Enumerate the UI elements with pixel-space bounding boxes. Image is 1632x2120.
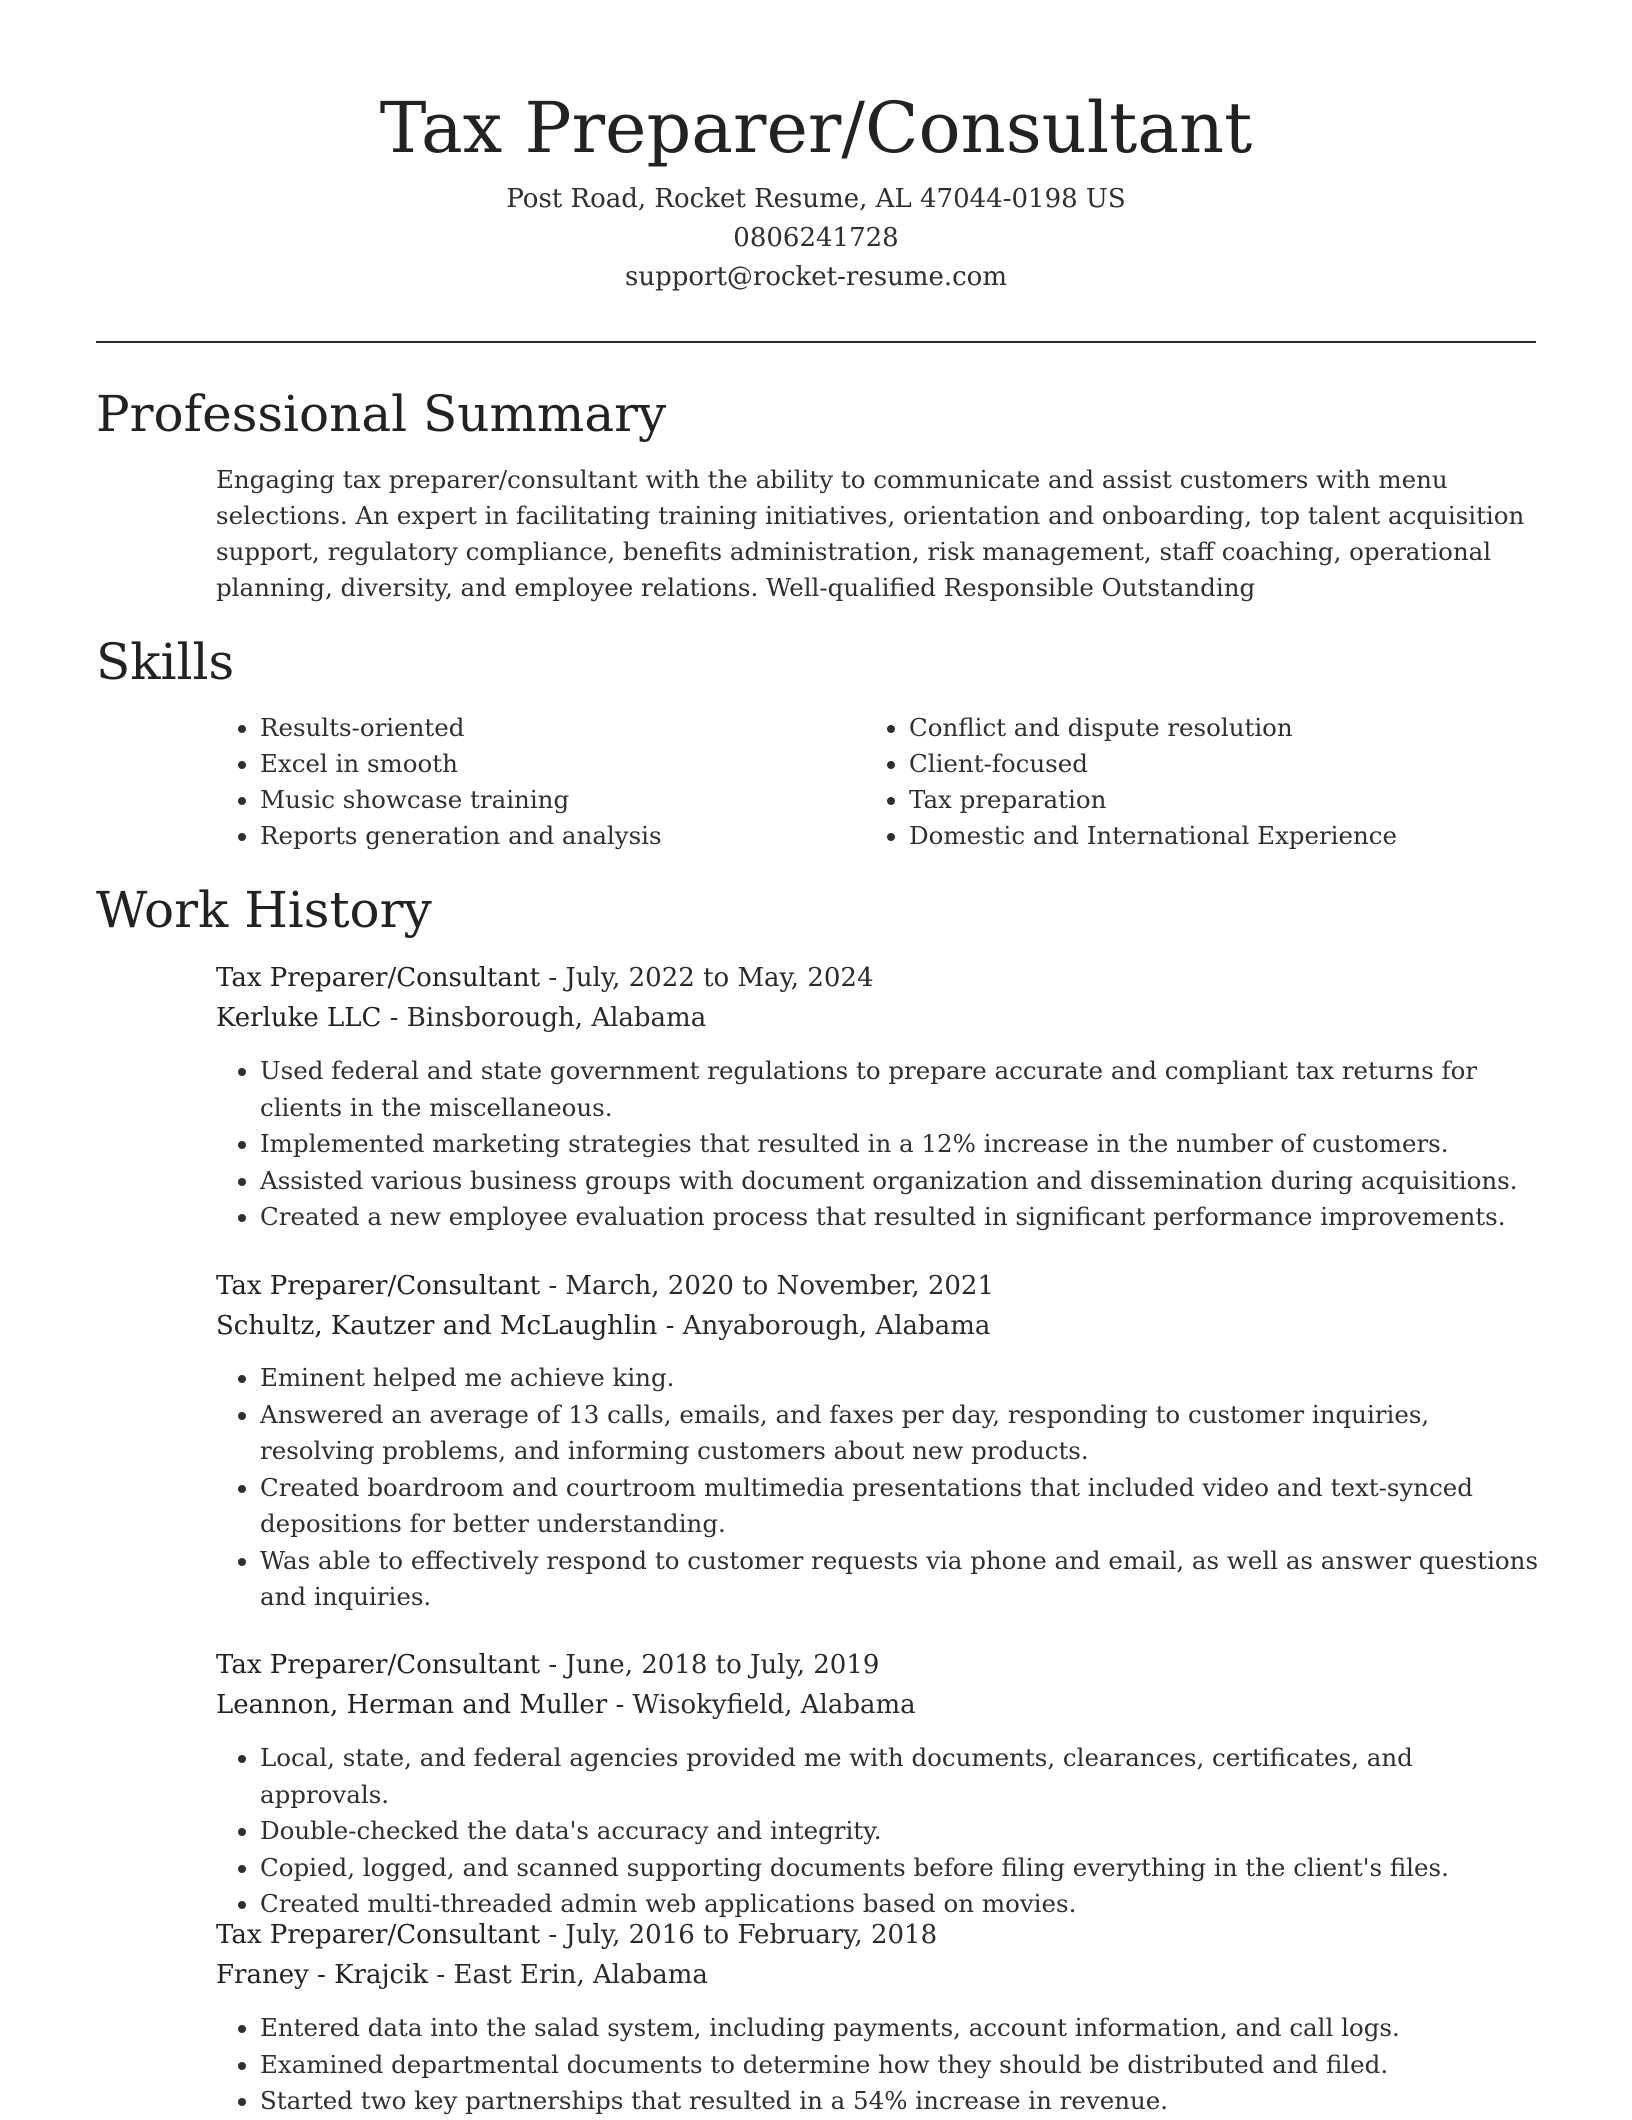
candidate-name: Tax Preparer/Consultant: [379, 87, 1253, 169]
skill-item: • Tax preparation: [909, 782, 1397, 818]
job-bullet: • Copied, logged, and scanned supporting documents before filing everything in the client's files.: [260, 1850, 1546, 1887]
skills-list-right: [865, 710, 1397, 854]
job-bullet: • Implemented marketing strategies that resulted in a 12% increase in the number of customers.: [260, 1126, 1546, 1163]
job-bullet: • Eminent helped me achieve king.: [260, 1360, 1546, 1397]
job-title: Tax Preparer/Consultant: [216, 1920, 541, 1950]
skill-item: • Music showcase training: [260, 782, 662, 818]
job-title: Tax Preparer/Consultant: [216, 1271, 541, 1301]
job-company-line: Franey - Krajcik - East Erin, Alabama: [216, 1960, 708, 1990]
job-title-line: Tax Preparer/Consultant - July, 2016 to February, 2018: [216, 1920, 938, 1950]
email: support@rocket-resume.com: [624, 262, 1007, 292]
skill-item: • Reports generation and analysis: [260, 818, 662, 854]
job-dates: March, 2020 to November, 2021: [565, 1271, 995, 1301]
job-company: Franey - Krajcik: [216, 1960, 429, 1990]
phone: 0806241728: [733, 223, 899, 253]
skill-item: • Client-focused: [909, 746, 1397, 782]
job-dates: July, 2016 to February, 2018: [565, 1920, 938, 1950]
job-location: Wisokyfield, Alabama: [632, 1690, 916, 1720]
job-bullet: • Started two key partnerships that resulted in a 54% increase in revenue.: [260, 2083, 1546, 2120]
job-bullet: • Local, state, and federal agencies provided me with documents, clearances, certificates, and approvals.: [260, 1740, 1546, 1813]
job-company: Leannon, Herman and Muller: [216, 1690, 608, 1720]
job-title-line: Tax Preparer/Consultant - July, 2022 to May, 2024: [216, 963, 874, 993]
job-bullet: • Entered data into the salad system, including payments, account information, and call logs.: [260, 2010, 1546, 2047]
job-dates: June, 2018 to July, 2019: [565, 1650, 880, 1680]
job-location: East Erin, Alabama: [453, 1960, 708, 1990]
job-bullet: • Created multi-threaded admin web applications based on movies.: [260, 1886, 1546, 1923]
job-bullet: • Assisted various business groups with document organization and dissemination during acquisitions.: [260, 1163, 1546, 1200]
job-bullet: • Double-checked the data's accuracy and integrity.: [260, 1813, 1546, 1850]
job-company: Kerluke LLC: [216, 1003, 382, 1033]
job-bullet: • Examined departmental documents to determine how they should be distributed and filed.: [260, 2047, 1546, 2084]
job-company-line: Kerluke LLC - Binsborough, Alabama: [216, 1003, 707, 1033]
job-title-line: Tax Preparer/Consultant - June, 2018 to July, 2019: [216, 1650, 880, 1680]
job-bullet: • Used federal and state government regulations to prepare accurate and compliant tax returns for clients in the miscellaneous.: [260, 1053, 1546, 1126]
job-title: Tax Preparer/Consultant: [216, 963, 541, 993]
summary-heading: Professional Summary: [96, 385, 667, 443]
resume-header: [0, 80, 1632, 297]
job-bullet: • Answered an average of 13 calls, emails, and faxes per day, responding to customer inquiries, resolving problems, and informing customers about new products.: [260, 1397, 1546, 1470]
skill-item: • Results-oriented: [260, 710, 662, 746]
job-bullet: • Created a new employee evaluation process that resulted in significant performance improvements.: [260, 1199, 1546, 1236]
summary-text: Engaging tax preparer/consultant with the ability to communicate and assist customers with menu selections. An expert in facilitating training initiatives, orientation and onboarding, top talent acquisition support, regulatory compliance, benefits administration, risk management, staff coaching, operational planning, diversity, and employee relations. Well-qualified Responsible Outstanding: [216, 465, 1525, 602]
job-company-line: Leannon, Herman and Muller - Wisokyfield, Alabama: [216, 1690, 916, 1720]
job-company-line: Schultz, Kautzer and McLaughlin - Anyaborough, Alabama: [216, 1311, 991, 1341]
job-bullets: [216, 1053, 1546, 1236]
work-history-heading: Work History: [96, 881, 432, 939]
job-location: Binsborough, Alabama: [406, 1003, 707, 1033]
skills-list-left: [216, 710, 662, 854]
job-location: Anyaborough, Alabama: [682, 1311, 991, 1341]
job-bullet: • Created boardroom and courtroom multimedia presentations that included video and text-synced depositions for better understanding.: [260, 1470, 1546, 1543]
job-bullets: [216, 1740, 1546, 1923]
job-bullet: • Was able to effectively respond to customer requests via phone and email, as well as answer questions and inquiries.: [260, 1543, 1546, 1616]
skill-item: • Conflict and dispute resolution: [909, 710, 1397, 746]
job-title-line: Tax Preparer/Consultant - March, 2020 to November, 2021: [216, 1271, 995, 1301]
job-title: Tax Preparer/Consultant: [216, 1650, 541, 1680]
job-dates: July, 2022 to May, 2024: [565, 963, 874, 993]
skill-item: • Domestic and International Experience: [909, 818, 1397, 854]
header-divider: [96, 341, 1536, 343]
job-bullets: [216, 2010, 1546, 2120]
contact-info: [0, 180, 1632, 297]
address: Post Road, Rocket Resume, AL 47044-0198 US: [506, 184, 1126, 214]
skill-item: • Excel in smooth: [260, 746, 662, 782]
job-company: Schultz, Kautzer and McLaughlin: [216, 1311, 658, 1341]
job-bullets: [216, 1360, 1546, 1616]
skills-heading: Skills: [96, 633, 235, 691]
